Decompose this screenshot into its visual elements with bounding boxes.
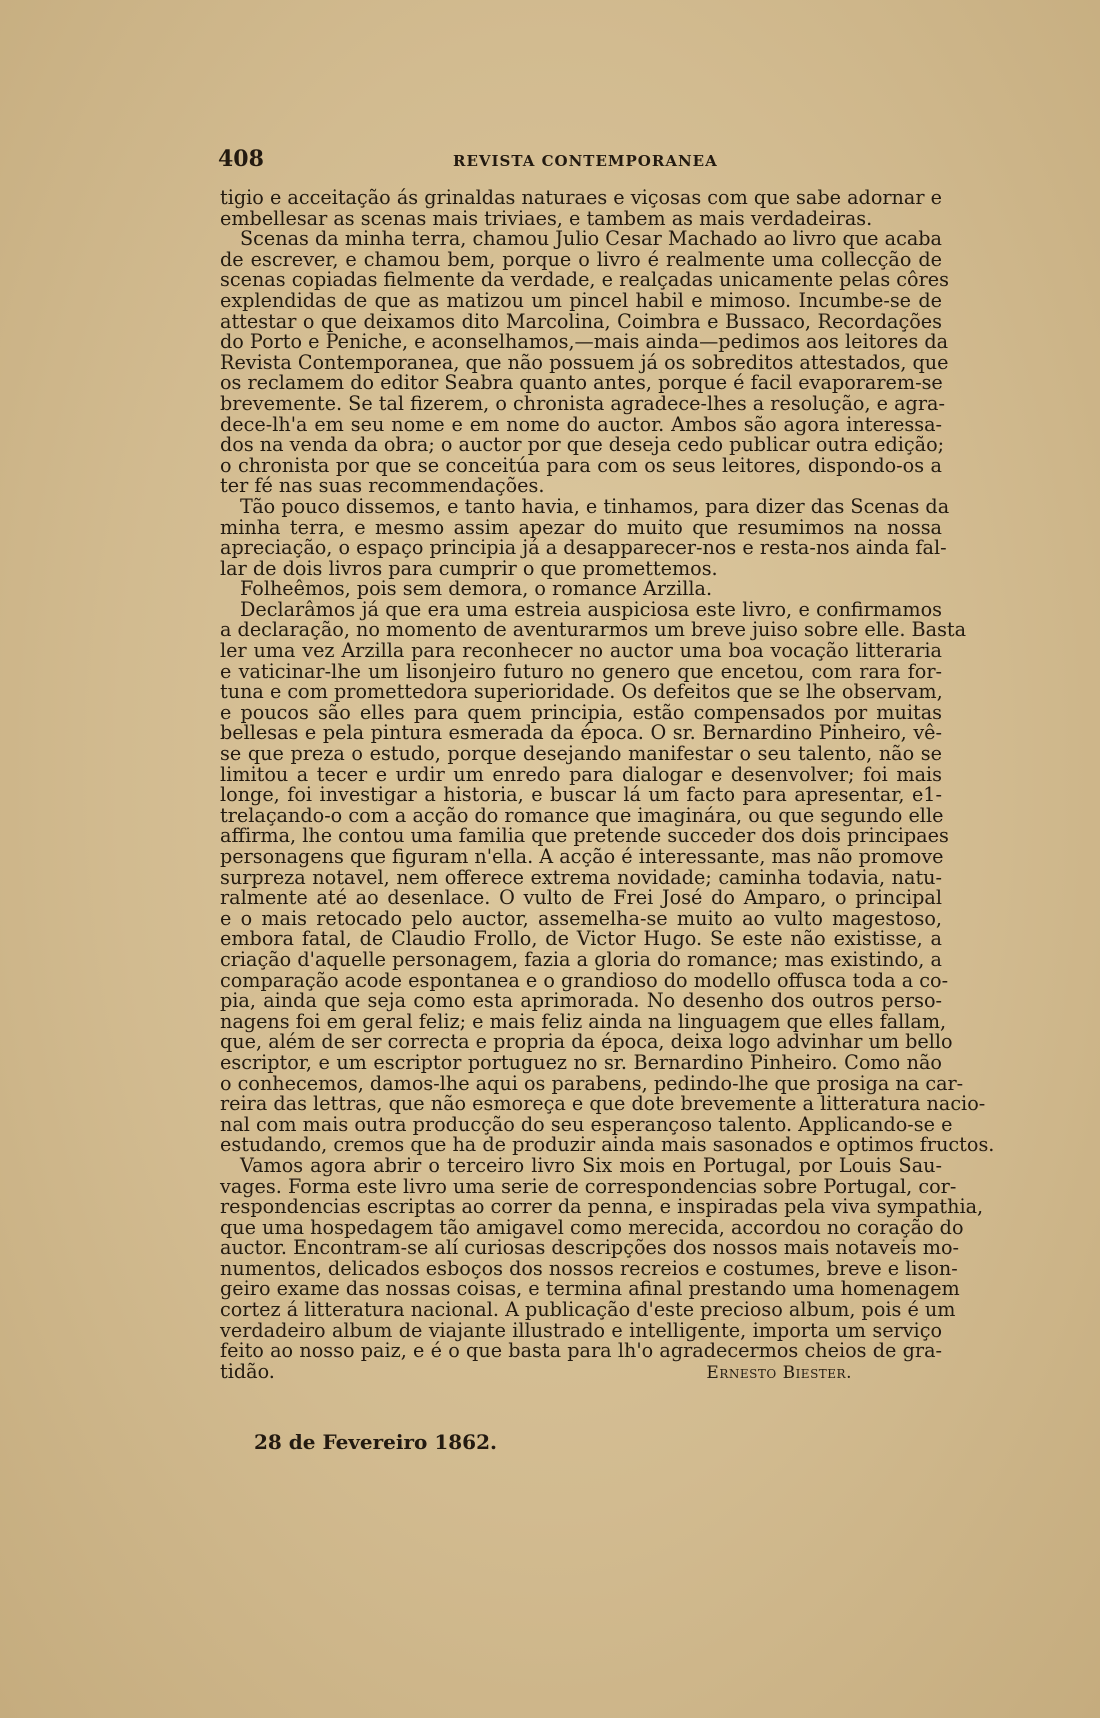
text-line: explendidas de que as matizou um pincel habil e mimoso. Incumbe-se de	[220, 288, 942, 312]
author-signature: Ernesto Biester.	[706, 1362, 852, 1383]
text-line: auctor. Encontram-se alí curiosas descripções dos nossos mais notaveis mo-	[220, 1236, 959, 1260]
text-line: tigio e acceitação ás grinaldas naturaes e viçosas com que sabe adornar e	[220, 186, 942, 209]
text-line: vages. Forma este livro uma serie de correspondencias sobre Portugal, cor-	[220, 1174, 957, 1198]
text-line: Folheêmos, pois sem demora, o romance Arzilla.	[240, 577, 713, 601]
text-line: ter fé nas suas recommendações.	[220, 474, 545, 498]
text-line: dos na venda da obra; o auctor por que deseja cedo publicar outra edição;	[220, 433, 945, 457]
text-line: surpreza notavel, nem offerece extrema novidade; caminha todavia, natu-	[220, 865, 942, 889]
text-line: que, além de ser correcta e propria da época, deixa logo advinhar um bello	[220, 1030, 953, 1054]
text-line: e vaticinar-lhe um lisonjeiro futuro no genero que encetou, com rara for-	[220, 659, 942, 683]
text-line: trelaçando-o com a acção do romance que imaginára, ou que segundo elle	[220, 803, 944, 827]
text-line: Scenas da minha terra, chamou Julio Cesar Machado ao livro que acaba	[240, 227, 942, 251]
text-line: Revista Contemporanea, que não possuem já os sobreditos attestados, que	[220, 350, 949, 374]
text-line: do Porto e Peniche, e aconselhamos,—mais ainda—pedimos aos leitores da	[220, 330, 949, 354]
text-line: escriptor, e um escriptor portuguez no sr. Bernardino Pinheiro. Como não	[220, 1050, 942, 1074]
text-line: respondencias escriptas ao correr da penna, e inspiradas pela viva sympathia,	[220, 1195, 984, 1219]
text-line: nagens foi em geral feliz; e mais feliz ainda na linguagem que elles fallam,	[220, 1009, 947, 1033]
article-date: 28 de Fevereiro 1862.	[254, 1430, 497, 1454]
text-line: estudando, cremos que ha de produzir ainda mais sasonados e optimos fructos.	[220, 1133, 995, 1157]
text-line: minha terra, e mesmo assim apezar do muito que resumimos na nossa	[220, 515, 942, 539]
text-line: e poucos são elles para quem principia, estão compensados por muitas	[220, 700, 942, 724]
text-line: Vamos agora abrir o terceiro livro Six mois en Portugal, por Louis Sau-	[240, 1153, 942, 1177]
text-line: tuna e com promettedora superioridade. Os defeitos que se lhe observam,	[220, 680, 943, 704]
text-line: cortez á litteratura nacional. A publicação d'este precioso album, pois é um	[220, 1298, 956, 1322]
text-line: ler uma vez Arzilla para reconhecer no auctor uma boa vocação litteraria	[220, 639, 942, 663]
closing-word: tidão.	[220, 1359, 275, 1383]
text-line: longe, foi investigar a historia, e buscar lá um facto para apresentar, e1-	[220, 783, 942, 807]
text-line: comparação acode espontanea e o grandioso do modello offusca toda a co-	[220, 968, 949, 992]
running-title: REVISTA CONTEMPORANEA	[453, 152, 718, 170]
text-line: de escrever, e chamou bem, porque o livro é realmente uma collecção de	[220, 247, 942, 271]
signature-row	[220, 1359, 942, 1383]
text-line: feito ao nosso paiz, e é o que basta para lh'o agradecermos cheios de gra-	[220, 1339, 942, 1363]
text-line: se que preza o estudo, porque desejando manifestar o seu talento, não se	[220, 742, 942, 766]
text-line: reira das lettras, que não esmoreça e que dote brevemente a litteratura nacio-	[220, 1092, 986, 1116]
text-line: ralmente até ao desenlace. O vulto de Frei José do Amparo, o principal	[220, 886, 942, 910]
page-header	[218, 146, 948, 176]
text-line: pia, ainda que seja como esta aprimorada. No desenho dos outros perso-	[220, 989, 942, 1013]
text-line: scenas copiadas fielmente da verdade, e realçadas unicamente pelas côres	[220, 268, 949, 292]
text-line: os reclamem do editor Seabra quanto antes, porque é facil evaporarem-se	[220, 371, 943, 395]
text-line: numentos, delicados esboços dos nossos recreios e costumes, breve e lison-	[220, 1256, 958, 1280]
text-line: geiro exame das nossas coisas, e termina afinal prestando uma homenagem	[220, 1277, 960, 1301]
text-line: a declaração, no momento de aventurarmos um breve juiso sobre elle. Basta	[220, 618, 967, 642]
text-line: Tão pouco dissemos, e tanto havia, e tinhamos, para dizer das Scenas da	[240, 494, 950, 518]
page-number: 408	[218, 146, 264, 172]
text-line: verdadeiro album de viajante illustrado e intelligente, importa um serviço	[220, 1318, 942, 1342]
text-line: dece-lh'a em seu nome e em nome do auctor. Ambos são agora interessa-	[220, 412, 942, 436]
text-line: personagens que figuram n'ella. A acção é interessante, mas não promove	[220, 845, 944, 868]
article-body	[220, 186, 995, 1383]
text-line: embellesar as scenas mais triviaes, e tambem as mais verdadeiras.	[220, 206, 873, 230]
text-line: embora fatal, de Claudio Frollo, de Victor Hugo. Se este não existisse, a	[220, 927, 942, 951]
text-line: lar de dois livros para cumprir o que promettemos.	[220, 556, 718, 580]
text-line: Declarâmos já que era uma estreia auspiciosa este livro, e confirmamos	[240, 597, 942, 621]
text-line: bellesas e pela pintura esmerada da época. O sr. Bernardino Pinheiro, vê-	[220, 721, 942, 745]
text-line: o conhecemos, damos-lhe aqui os parabens, pedindo-lhe que prosiga na car-	[220, 1071, 964, 1095]
text-line: brevemente. Se tal fizerem, o chronista agradece-lhes a resolução, e agra-	[220, 391, 945, 415]
text-line: e o mais retocado pelo auctor, assemelha-se muito ao vulto magestoso,	[220, 906, 942, 930]
text-line: limitou a tecer e urdir um enredo para dialogar e desenvolver; foi mais	[220, 762, 942, 786]
text-line: o chronista por que se conceitúa para com os seus leitores, dispondo-os a	[220, 453, 942, 477]
text-line: nal com mais outra producção do seu esperançoso talento. Applicando-se e	[220, 1112, 953, 1136]
text-line: attestar o que deixamos dito Marcolina, Coimbra e Bussaco, Recordações	[220, 309, 942, 333]
text-line: que uma hospedagem tão amigavel como merecida, accordou no coração do	[220, 1215, 964, 1239]
text-line: criação d'aquelle personagem, fazia a gloria do romance; mas existindo, a	[220, 947, 942, 971]
text-line: apreciação, o espaço principia já a desapparecer-nos e resta-nos ainda fal-	[220, 536, 947, 560]
text-line: affirma, lhe contou uma familia que pretende succeder dos dois principaes	[220, 824, 949, 848]
